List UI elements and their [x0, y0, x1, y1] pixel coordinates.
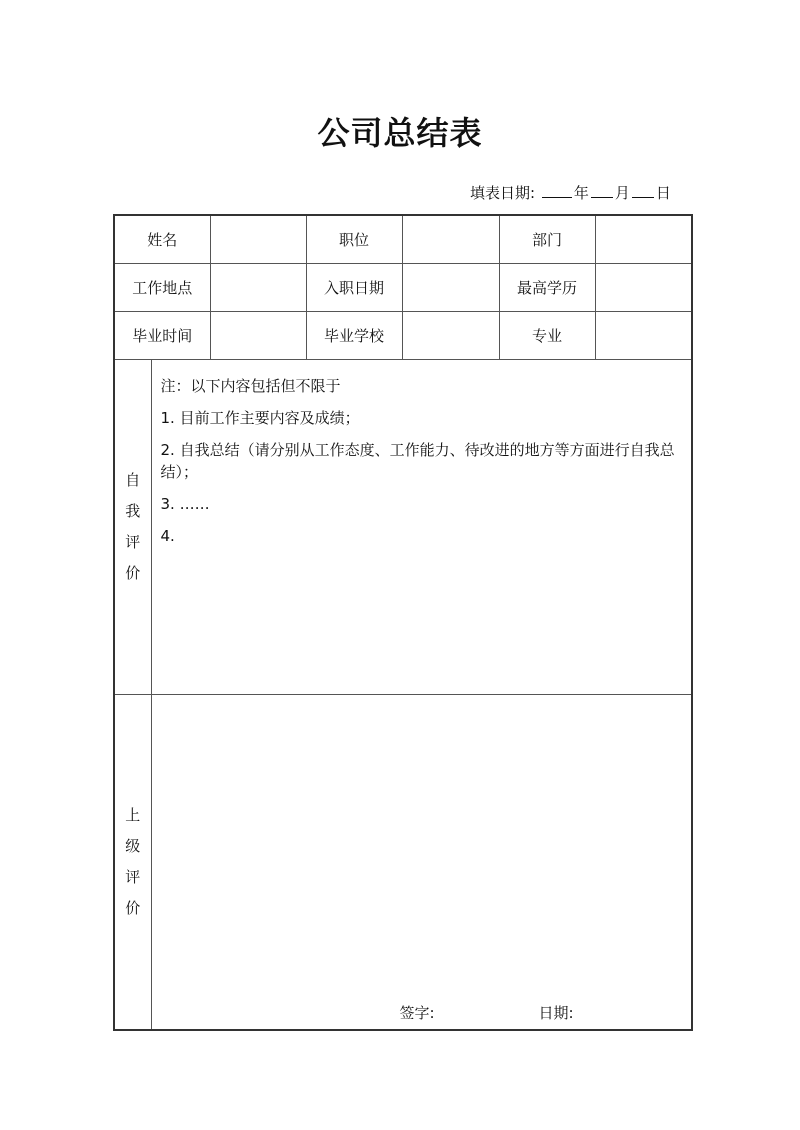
- label-education: 最高学历: [499, 264, 595, 312]
- supervisor-evaluation-field[interactable]: [151, 695, 692, 1031]
- info-row: [114, 215, 692, 264]
- label-major: 专业: [499, 312, 595, 360]
- date-label: 日期:: [538, 1004, 574, 1022]
- month-blank[interactable]: [591, 183, 613, 198]
- year-blank[interactable]: [542, 183, 572, 198]
- hire-date-field[interactable]: [402, 264, 499, 312]
- supervisor-evaluation-row: [114, 695, 692, 1031]
- education-field[interactable]: [595, 264, 692, 312]
- major-field[interactable]: [595, 312, 692, 360]
- label-graduation-time: 毕业时间: [114, 312, 210, 360]
- department-field[interactable]: [595, 215, 692, 264]
- self-evaluation-field[interactable]: [151, 360, 692, 695]
- supervisor-evaluation-label: [114, 695, 151, 1031]
- label-char: 级: [125, 837, 141, 855]
- info-row: [114, 312, 692, 360]
- graduation-time-field[interactable]: [210, 312, 306, 360]
- self-evaluation-row: [114, 360, 692, 695]
- work-location-field[interactable]: [210, 264, 306, 312]
- info-row: [114, 264, 692, 312]
- note-item: 3. ……: [160, 495, 210, 513]
- fill-date-label: 填表日期:: [470, 184, 536, 202]
- signature-label: 签字:: [399, 1004, 435, 1022]
- label-school: 毕业学校: [306, 312, 402, 360]
- note-text: 注：以下内容包括但不限于: [160, 377, 341, 395]
- year-label: 年: [573, 184, 589, 202]
- label-department: 部门: [499, 215, 595, 264]
- label-char: 评: [125, 533, 141, 551]
- page-title: 公司总结表: [317, 114, 483, 152]
- day-blank[interactable]: [632, 183, 654, 198]
- label-char: 上: [125, 806, 141, 824]
- note-item: 1. 目前工作主要内容及成绩；: [160, 409, 360, 427]
- month-label: 月: [614, 184, 630, 202]
- label-position: 职位: [306, 215, 402, 264]
- label-hire-date: 入职日期: [306, 264, 402, 312]
- position-field[interactable]: [402, 215, 499, 264]
- fill-date-line: [470, 182, 671, 203]
- label-char: 评: [125, 868, 141, 886]
- self-evaluation-label: [114, 360, 151, 695]
- note-item: 2. 自我总结（请分别从工作态度、工作能力、待改进的地方等方面进行自我总结）；: [160, 441, 675, 481]
- label-name: 姓名: [114, 215, 210, 264]
- name-field[interactable]: [210, 215, 306, 264]
- label-char: 价: [125, 899, 141, 917]
- summary-form-table: [113, 214, 693, 1031]
- day-label: 日: [655, 184, 671, 202]
- label-work-location: 工作地点: [114, 264, 210, 312]
- school-field[interactable]: [402, 312, 499, 360]
- label-char: 价: [125, 564, 141, 582]
- label-char: 我: [125, 502, 141, 520]
- label-char: 自: [125, 471, 141, 489]
- note-item: 4.: [160, 527, 175, 545]
